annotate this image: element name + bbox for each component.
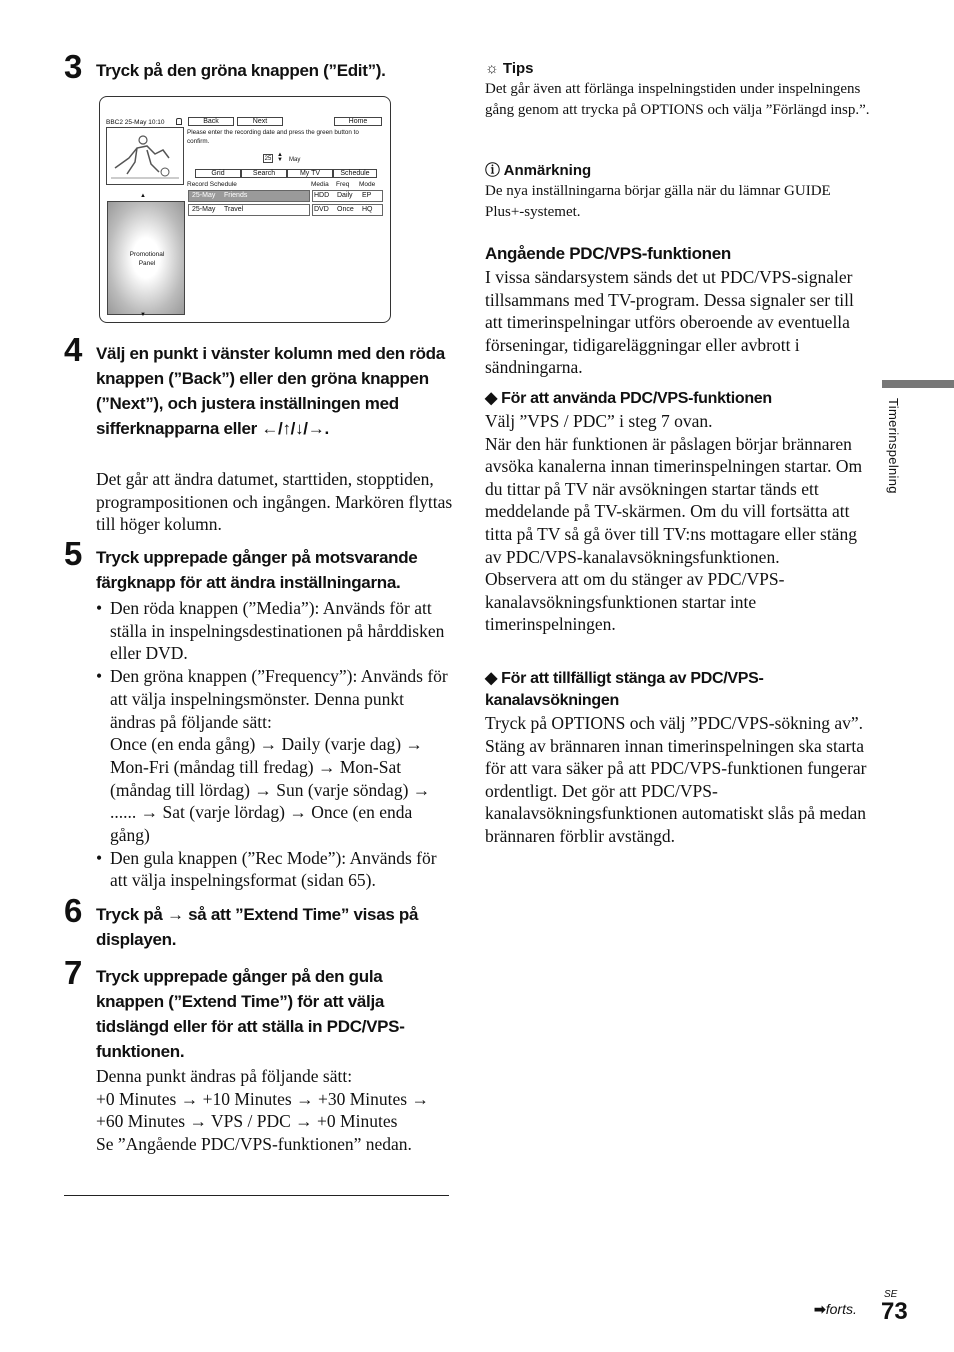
col-freq: Freq <box>336 181 350 188</box>
pdc-body: I vissa sändarsystem sänds det ut PDC/VPS-signaler tillsammans med TV-program. Dessa signaler ser till att timerinspelningar utförs oberoende av eventuella förseningar, tidigareläggningar eller avbrott i sändningarna. <box>485 267 854 378</box>
record-schedule-label: Record Schedule <box>187 181 237 188</box>
note-heading: ⓘ Anmärkning <box>485 162 592 179</box>
row-title: Travel <box>224 206 244 213</box>
page-number: 73 <box>881 1298 908 1325</box>
step-3-title: Tryck på den gröna knappen (”Edit”). <box>96 61 386 80</box>
note-section <box>485 161 870 222</box>
step-7-title: Tryck upprepade gånger på den gula knappen (”Extend Time”) för att välja tidslängd eller för att ställa in PDC/VPS-funktionen. <box>96 967 405 1061</box>
step-5-bullets <box>96 597 448 892</box>
step-7-number: 7 <box>64 954 83 991</box>
step-4-title-text: Välj en punkt i vänster kolumn med den röda knappen (”Back”) eller den gröna knappen (”Next”), och justera inställningen med sifferknapparna eller <box>96 344 445 438</box>
lock-icon <box>176 118 182 125</box>
bullet-rec-mode: • Den gula knappen (”Rec Mode”): Används för att välja inspelningsformat (sidan 65). <box>96 847 448 892</box>
bullet-media: • Den röda knappen (”Media”): Används för att ställa in inspelningsdestinationen på hårddisken eller DVD. <box>96 597 448 665</box>
use-body-2: När den här funktionen är påslagen börjar brännaren avsöka kanalerna innan timerinspelningen startar. Om du tittar på TV när avsökningen startar tänds ett meddelande på TV-skärmen. Om du vill fortsätta att titta på TV så gå över till TV:ns mottagare eller stäng av PDC/VPS-kanalavsökningsfunktionen. <box>485 433 863 567</box>
off-heading: ◆ För att tillfälligt stänga av PDC/VPS-kanalavsökningen <box>485 670 764 709</box>
extend-time-sequence: +0 Minutes → +10 Minutes → +30 Minutes → +60 Minutes → VPS / PDC → +0 Minutes <box>96 1088 429 1132</box>
date-field[interactable] <box>263 154 273 163</box>
off-body-2: Stäng av brännaren innan timerinspelningen ska starta för att vara säker på att PDC/VPS-funktionen fungerar ordentligt. Det gör att PDC/VPS-kanalavsökningsfunktionen automatiskt slås på medan brännaren förblir avstängd. <box>485 735 867 846</box>
tab-grid[interactable]: Grid <box>195 169 241 178</box>
use-body-1: Välj ”VPS / PDC” i steg 7 ovan. <box>485 411 713 431</box>
step-4-title <box>96 341 446 441</box>
month-label: May <box>289 157 301 163</box>
lightbulb-icon: ☼ <box>485 60 499 77</box>
step-4-body: Det går att ändra datumet, starttiden, stopptiden, programpositionen och ingången. Markören flyttas till höger kolumn. <box>96 469 453 535</box>
col-media: Media <box>311 181 329 188</box>
continue-arrow-icon: ➡ <box>814 1301 826 1317</box>
date-value: 25 <box>264 156 272 162</box>
step-6-title: Tryck på → så att ”Extend Time” visas på displayen. <box>96 905 419 949</box>
footer-continued: ➡forts. <box>814 1301 857 1317</box>
step-5-number: 5 <box>64 535 83 572</box>
note-body: De nya inställningarna börjar gälla när du lämnar GUIDE Plus+-systemet. <box>485 183 831 220</box>
row-freq: Daily <box>337 192 353 199</box>
home-button[interactable]: Home <box>334 117 382 126</box>
next-button[interactable]: Next <box>237 117 283 126</box>
scroll-up-icon[interactable]: ▲ <box>140 193 146 199</box>
row-freq: Once <box>337 206 354 213</box>
footer-lang: SE <box>884 1289 898 1300</box>
tab-schedule[interactable]: Schedule <box>333 169 377 178</box>
promotional-panel <box>107 201 185 315</box>
col-mode: Mode <box>359 181 376 188</box>
screen-thumbnail <box>106 127 184 185</box>
schedule-row-2[interactable] <box>188 204 383 216</box>
step-7-reference: Se ”Angående PDC/VPS-funktionen” nedan. <box>96 1134 412 1155</box>
row-title: Friends <box>224 192 248 199</box>
promo-label: Promotional Panel <box>129 251 165 267</box>
side-tab-marker <box>882 380 954 388</box>
off-body-1: Tryck på OPTIONS och välj ”PDC/VPS-sökning av”. <box>485 713 864 733</box>
updown-arrow-icon: ▲ ▼ <box>277 152 283 163</box>
tab-mytv[interactable]: My TV <box>287 169 333 178</box>
step-3-number: 3 <box>64 48 83 85</box>
tips-body: Det går även att förlänga inspelningstiden under inspelningens gång genom att trycka på OPTIONS och välja ”Förlängd insp.”. <box>485 81 870 118</box>
back-button[interactable]: Back <box>188 117 234 126</box>
arrow-keys-icon: ←/↑/↓/→ <box>261 419 325 438</box>
side-label: Timerinspelning <box>886 398 901 494</box>
use-heading: ◆ För att använda PDC/VPS-funktionen <box>485 390 772 407</box>
footballer-icon <box>107 128 183 184</box>
step-7-intro: Denna punkt ändras på följande sätt: <box>96 1066 353 1086</box>
bullet-frequency <box>96 665 448 847</box>
pdc-section <box>485 242 873 379</box>
step-6-number: 6 <box>64 892 83 929</box>
tips-section <box>485 59 870 120</box>
divider <box>64 1195 449 1196</box>
row-date: 25-May <box>192 206 216 213</box>
row-media: DVD <box>314 206 329 213</box>
step-4-number: 4 <box>64 331 83 368</box>
bullet-frequency-text: Den gröna knappen (”Frequency”): Används för att välja inspelningsmönster. Denna punkt ändras på följande sätt: <box>110 666 448 732</box>
schedule-row-1[interactable] <box>188 190 383 202</box>
use-section <box>485 388 873 636</box>
guide-screen-illustration <box>99 96 391 323</box>
tips-heading: ☼ Tips <box>485 60 534 77</box>
row-date: 25-May <box>192 192 216 199</box>
step-4-title-end: . <box>324 419 329 438</box>
tab-search[interactable]: Search <box>241 169 287 178</box>
frequency-sequence: Once (en enda gång) → Daily (varje dag) → Mon-Fri (måndag till fredag) → Mon-Sat (måndag till lördag) → Sun (varje söndag) → ...... → Sat (varje lördag) → Once (en enda gång) <box>110 734 431 846</box>
note-icon: ⓘ <box>485 162 501 179</box>
scroll-down-icon[interactable]: ▼ <box>140 312 146 318</box>
step-5-title: Tryck upprepade gånger på motsvarande färgknapp för att ändra inställningarna. <box>96 548 418 592</box>
screen-channel: BBC2 25-May 10:10 <box>106 119 165 126</box>
row-media: HDD <box>314 192 330 199</box>
use-body-3: Observera att om du stänger av PDC/VPS-kanalavsökningsfunktionen startar inte timerinspelningen. <box>485 569 785 635</box>
row-mode: HQ <box>362 206 373 213</box>
step-7-body <box>96 1065 448 1156</box>
off-section <box>485 668 873 848</box>
pdc-heading: Angående PDC/VPS-funktionen <box>485 244 731 263</box>
screen-instruction: Please enter the recording date and press the green button to confirm. <box>187 129 359 145</box>
row-mode: EP <box>362 192 372 199</box>
